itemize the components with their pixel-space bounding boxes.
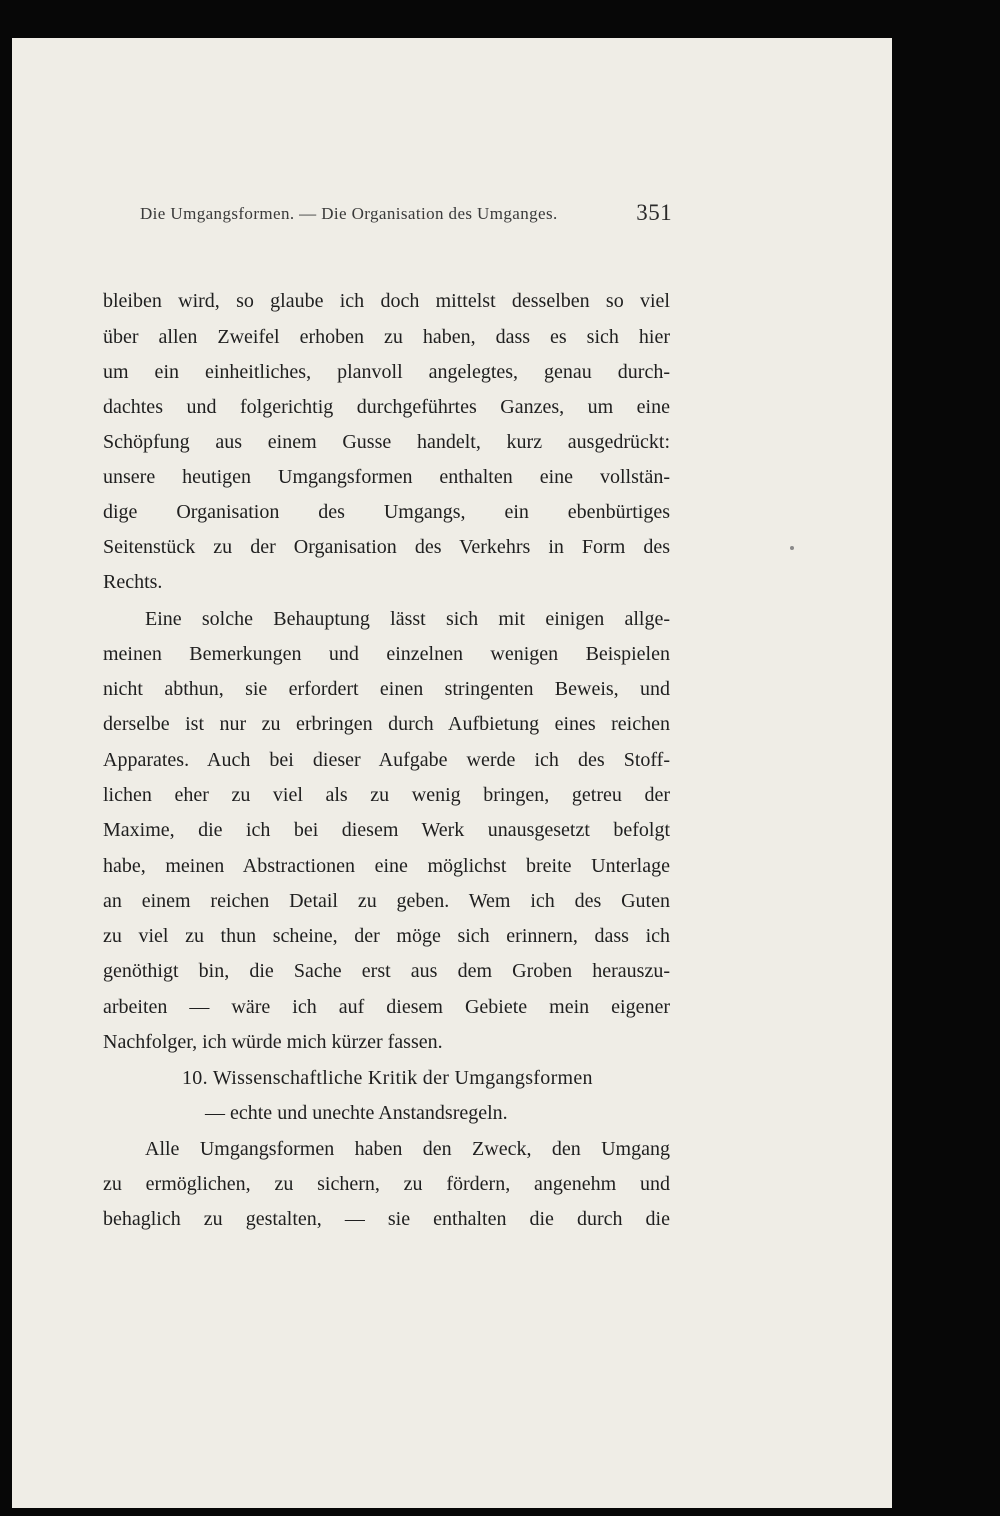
text-line: Seitenstück zu der Organisation des Verkehrs in Form des bbox=[103, 536, 670, 558]
text-line: Nachfolger, ich würde mich kürzer fassen. bbox=[103, 1031, 443, 1053]
text-line: habe, meinen Abstractionen eine möglichst breite Unterlage bbox=[103, 855, 670, 877]
book-page bbox=[12, 38, 892, 1508]
section-heading-line: 10. Wissenschaftliche Kritik der Umgangsformen bbox=[182, 1067, 593, 1089]
text-line: Schöpfung aus einem Gusse handelt, kurz ausgedrückt: bbox=[103, 431, 670, 453]
text-line: Eine solche Behauptung lässt sich mit einigen allge- bbox=[145, 608, 670, 630]
text-line: arbeiten — wäre ich auf diesem Gebiete mein eigener bbox=[103, 996, 670, 1018]
text-line: zu viel zu thun scheine, der möge sich erinnern, dass ich bbox=[103, 925, 670, 947]
text-line: um ein einheitliches, planvoll angelegtes, genau durch- bbox=[103, 361, 670, 383]
text-line: lichen eher zu viel als zu wenig bringen, getreu der bbox=[103, 784, 670, 806]
text-line: Maxime, die ich bei diesem Werk unausgesetzt befolgt bbox=[103, 819, 670, 841]
text-line: zu ermöglichen, zu sichern, zu fördern, angenehm und bbox=[103, 1173, 670, 1195]
paper-speck bbox=[790, 546, 794, 550]
text-line: Apparates. Auch bei dieser Aufgabe werde ich des Stoff- bbox=[103, 749, 670, 771]
text-line: genöthigt bin, die Sache erst aus dem Groben herauszu- bbox=[103, 960, 670, 982]
text-line: dachtes und folgerichtig durchgeführtes Ganzes, um eine bbox=[103, 396, 670, 418]
text-line: nicht abthun, sie erfordert einen stringenten Beweis, und bbox=[103, 678, 670, 700]
text-line: über allen Zweifel erhoben zu haben, dass es sich hier bbox=[103, 326, 670, 348]
running-title: Die Umgangsformen. — Die Organisation des Umganges. bbox=[140, 204, 558, 223]
text-line: unsere heutigen Umgangsformen enthalten eine vollstän- bbox=[103, 466, 670, 488]
text-line: Rechts. bbox=[103, 571, 163, 593]
page-number: 351 bbox=[636, 200, 672, 225]
text-line: derselbe ist nur zu erbringen durch Aufbietung eines reichen bbox=[103, 713, 670, 735]
section-heading-line: — echte und unechte Anstandsregeln. bbox=[205, 1102, 508, 1124]
text-line: behaglich zu gestalten, — sie enthalten die durch die bbox=[103, 1208, 670, 1230]
running-header bbox=[140, 200, 672, 228]
text-line: meinen Bemerkungen und einzelnen wenigen Beispielen bbox=[103, 643, 670, 665]
text-line: bleiben wird, so glaube ich doch mittelst desselben so viel bbox=[103, 290, 670, 312]
text-line: dige Organisation des Umgangs, ein ebenbürtiges bbox=[103, 501, 670, 523]
text-line: an einem reichen Detail zu geben. Wem ich des Guten bbox=[103, 890, 670, 912]
text-line: Alle Umgangsformen haben den Zweck, den Umgang bbox=[145, 1138, 670, 1160]
